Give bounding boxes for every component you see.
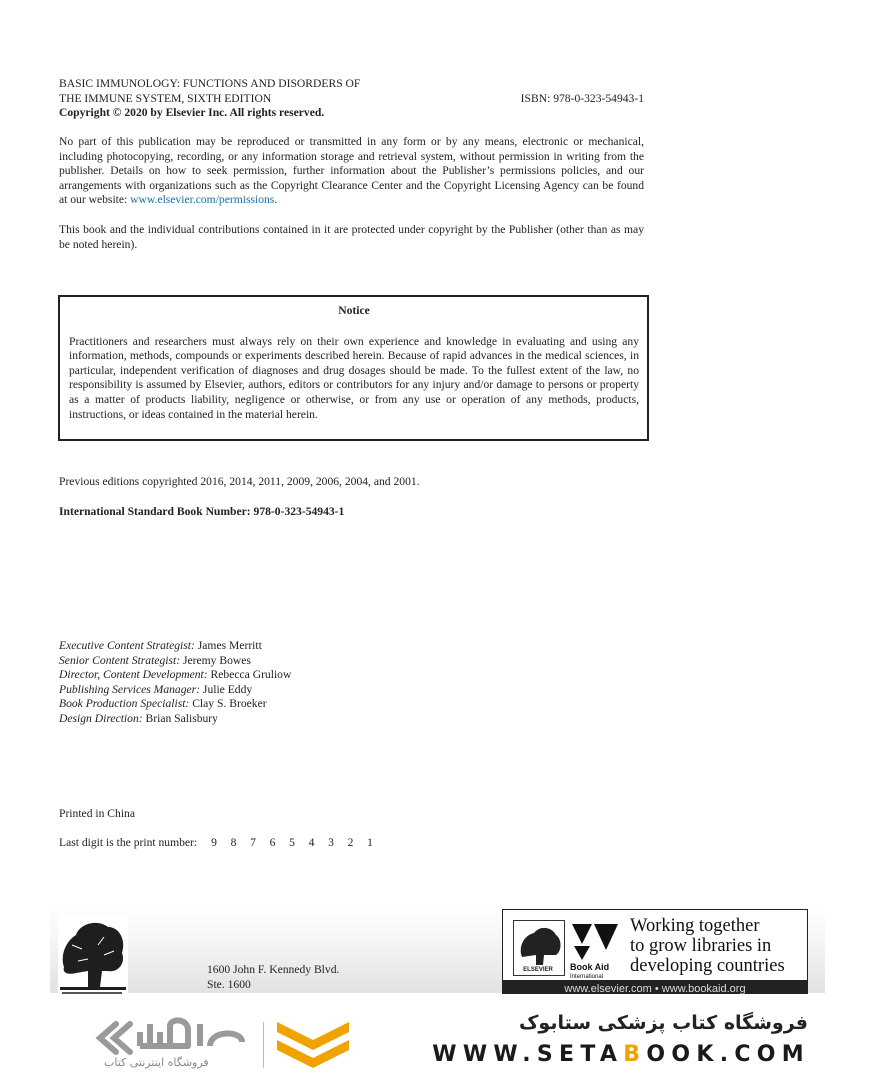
bookaid-slogan xyxy=(630,916,785,976)
credit-item xyxy=(59,654,291,669)
print-digit: 8 xyxy=(230,836,237,849)
credit-name: Brian Salisbury xyxy=(142,711,218,725)
isbn-header: ISBN: 978-0-323-54943-1 xyxy=(520,92,644,105)
credit-role: Design Direction: xyxy=(59,711,143,725)
credit-name: Clay S. Broeker xyxy=(189,697,267,711)
credit-role: Senior Content Strategist: xyxy=(59,653,181,667)
elsevier-label: ELSEVIER xyxy=(523,967,553,973)
credit-item xyxy=(59,639,291,654)
watermark-divider xyxy=(263,1022,264,1068)
credit-name: Jeremy Bowes xyxy=(180,653,251,667)
print-digit: 3 xyxy=(328,836,334,849)
setabook-chevron-icon xyxy=(273,1018,353,1074)
setabook-title: فروشگاه کتاب پزشکی ستابوک xyxy=(518,1012,808,1034)
credit-role: Book Production Specialist: xyxy=(59,697,190,711)
notice-title: Notice xyxy=(338,304,370,317)
copyright-line: Copyright © 2020 by Elsevier Inc. All rights reserved. xyxy=(59,106,325,120)
print-number-label: Last digit is the print number: xyxy=(59,836,198,849)
title-block xyxy=(59,77,644,121)
bookaid-url[interactable]: www.elsevier.com • www.bookaid.org xyxy=(503,980,807,994)
permissions-text: No part of this publication may be reproduced or transmitted in any form or by any means, electronic or mechanical, including photocopying, recording, or any information storage and retrieval system, without permission in writing from the publisher. Details on how to seek permission, further information about the Publisher’s permissions policies, and our arrangements with organizations such as the Copyright Clearance Center and the Copyright Licensing Agency can be found at our website: xyxy=(59,135,644,207)
address-line-2: Ste. 1600 xyxy=(207,977,251,991)
bookaid-label-1: Book Aid xyxy=(570,962,610,972)
elsevier-tree-logo-icon xyxy=(58,915,128,995)
bookaid-banner xyxy=(502,909,808,995)
print-digit: 7 xyxy=(250,836,256,849)
credit-name: James Merritt xyxy=(194,639,262,652)
permissions-paragraph xyxy=(59,135,644,208)
url-part-1: WWW.SETA xyxy=(432,1042,624,1067)
credit-role: Executive Content Strategist: xyxy=(59,639,195,652)
protection-paragraph: This book and the individual contributions contained in it are protected under copyright by the Publisher (other than as may be noted herein). xyxy=(59,223,644,251)
credit-role: Publishing Services Manager: xyxy=(59,682,201,696)
credit-item xyxy=(59,712,291,727)
bookaid-label-2: International xyxy=(570,974,604,980)
book-title-line-2: THE IMMUNE SYSTEM, SIXTH EDITION xyxy=(59,91,272,105)
book-title-line-1: BASIC IMMUNOLOGY: FUNCTIONS AND DISORDERS OF xyxy=(59,77,361,90)
url-part-2: OOK.COM xyxy=(646,1042,810,1067)
book-aid-logo-icon xyxy=(570,920,620,980)
slogan-line-2: to grow libraries in xyxy=(630,936,772,956)
isbn-statement: International Standard Book Number: 978-0-323-54943-1 xyxy=(59,505,345,518)
credit-name: Rebecca Gruliow xyxy=(207,668,292,682)
print-digit: 1 xyxy=(367,836,373,849)
print-digit: 2 xyxy=(347,836,354,849)
print-number-line xyxy=(59,836,644,851)
print-digit: 9 xyxy=(211,836,217,849)
credit-name: Julie Eddy xyxy=(200,682,253,696)
permissions-link[interactable]: www.elsevier.com/permissions xyxy=(130,193,275,207)
slogan-line-3: developing countries xyxy=(630,956,785,976)
credits-list xyxy=(59,639,291,727)
notice-box xyxy=(58,295,649,441)
setabook-url[interactable] xyxy=(432,1042,810,1067)
credit-item xyxy=(59,697,291,712)
printed-in: Printed in China xyxy=(59,807,135,820)
url-part-highlight: B xyxy=(623,1042,647,1067)
setabook-subtitle: فروشگاه اینترنتی کتاب xyxy=(104,1056,209,1069)
print-digit: 6 xyxy=(269,836,276,849)
slogan-line-1: Working together xyxy=(630,916,760,936)
credit-role: Director, Content Development: xyxy=(59,668,208,682)
permissions-end: . xyxy=(274,193,278,207)
print-digit: 4 xyxy=(308,836,315,849)
credit-item xyxy=(59,683,291,698)
address-line-1: 1600 John F. Kennedy Blvd. xyxy=(207,963,340,976)
credit-item xyxy=(59,668,291,683)
print-digit: 5 xyxy=(289,836,295,849)
publisher-address xyxy=(207,963,339,992)
previous-editions: Previous editions copyrighted 2016, 2014, 2011, 2009, 2006, 2004, and 2001. xyxy=(59,475,420,488)
notice-body: Practitioners and researchers must always rely on their own experience and knowledge in evaluating and using any information, methods, compounds or experiments described herein. Because of rapid advances in the medical sciences, in particular, independent verification of diagnoses and drug dosages should be made. To the fullest extent of the law, no responsibility is assumed by Elsevier, authors, editors or contributors for any injury and/or damage to persons or property as a matter of products liability, negligence or otherwise, or from any use or operation of any methods, products, instructions, or ideas contained in the material herein. xyxy=(69,334,639,421)
